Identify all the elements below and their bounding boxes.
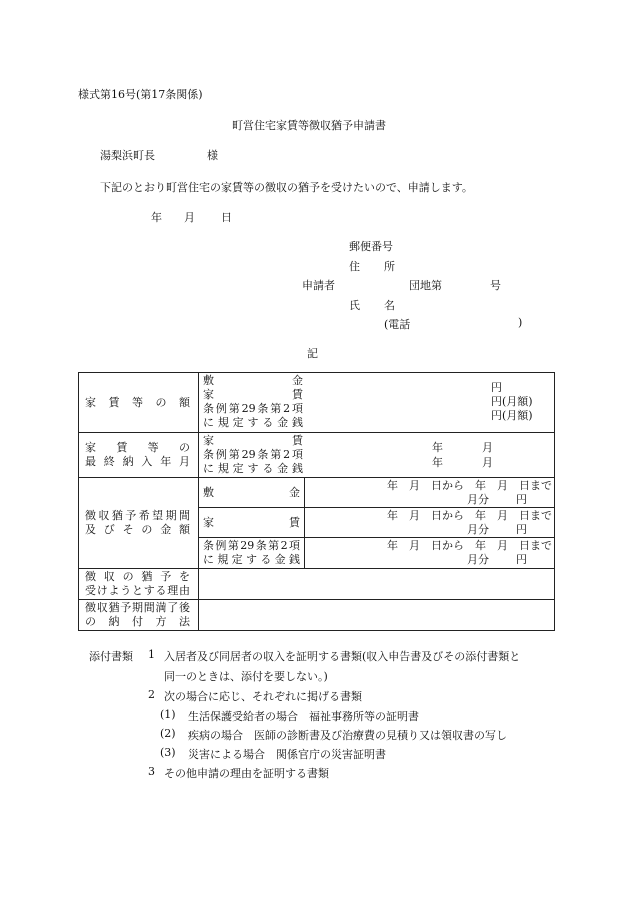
deferral-jorei-line2: に規定する金銭 — [203, 553, 300, 566]
row-rent-amount — [79, 373, 555, 433]
deferral-jorei-period: 年 月 日から 年 月 日まで — [387, 539, 552, 552]
deferral-yachin-amount-row — [309, 523, 552, 537]
date-month: 月 — [184, 211, 195, 224]
rent-amount-value-shikikin: 円 — [491, 381, 502, 394]
reason-header — [79, 569, 199, 600]
phone-close: ) — [518, 316, 523, 329]
attachment-sub2-text: 疾病の場合 医師の診断書及び治療費の見積り又は領収書の写し — [188, 729, 507, 742]
danchi-label: 団地第 — [409, 279, 442, 292]
payment-method-field[interactable] — [199, 600, 555, 631]
deferral-shikikin-period: 年 月 日から 年 月 日まで — [387, 478, 552, 492]
attachment-sub1-text: 生活保護受給者の場合 福祉事務所等の証明書 — [188, 710, 419, 723]
rent-amount-item-shikikin: 敷金 — [203, 374, 303, 387]
reason-header-line2: 受けようとする理由 — [85, 584, 190, 597]
rent-amount-value-jorei: 円(月額) — [491, 409, 533, 422]
last-payment-header — [79, 433, 199, 478]
last-payment-header-line2: 最終納入年月 — [85, 455, 190, 468]
date-day: 日 — [221, 211, 232, 224]
deferral-jorei-yen: 円 — [516, 553, 527, 566]
applicant-label: 申請者 — [302, 279, 335, 292]
attachment-1-line2: 同一のときは、添付を要しない。) — [164, 670, 328, 683]
attachment-sub2-num: (2) — [160, 727, 176, 740]
attachment-sub3-num: (3) — [160, 746, 176, 759]
deferral-jorei-value — [305, 538, 555, 569]
payment-method-header-line2: の納付方法 — [85, 615, 190, 628]
attachment-3-text: その他申請の理由を証明する書類 — [164, 767, 329, 780]
phone-open: (電話 — [384, 318, 411, 331]
attachment-sub3-text: 災害による場合 関係官庁の災害証明書 — [188, 748, 386, 761]
attachment-2-num: 2 — [148, 688, 155, 701]
attachment-sub1-num: (1) — [160, 708, 176, 721]
rent-amount-header: 家賃等の額 — [79, 373, 199, 433]
deferral-jorei-label — [199, 538, 305, 569]
address-label-2: 所 — [384, 260, 395, 273]
last-payment-month-2: 月 — [482, 456, 493, 469]
date-year: 年 — [151, 211, 162, 224]
deferral-yachin-month: 月分 — [467, 522, 489, 536]
deferral-jorei-amount-row — [309, 553, 552, 567]
deferral-shikikin-value — [305, 478, 555, 508]
deferral-shikikin-month: 月分 — [467, 492, 489, 506]
row-payment-method — [79, 600, 555, 631]
application-table — [78, 372, 555, 631]
deferral-jorei-month: 月分 — [467, 553, 489, 566]
addressee-name: 湯梨浜町長 — [100, 149, 155, 162]
attachments-label: 添付書類 — [89, 650, 133, 663]
deferral-header-line2: 及びその金額 — [85, 523, 190, 536]
row-reason — [79, 569, 555, 600]
deferral-yachin-period: 年 月 日から 年 月 日まで — [387, 508, 552, 522]
reason-field[interactable] — [199, 569, 555, 600]
postal-label: 郵便番号 — [349, 240, 393, 253]
last-payment-year-1: 年 — [432, 441, 443, 454]
row-deferral-shikikin — [79, 478, 555, 508]
last-payment-item-jorei: 条例第29条第2項 — [203, 448, 303, 461]
last-payment-header-line1: 家賃等の — [85, 441, 190, 454]
row-last-payment — [79, 433, 555, 478]
attachment-3-num: 3 — [148, 765, 155, 778]
deferral-yachin-value — [305, 508, 555, 538]
deferral-jorei-line1: 条例第29条第2項 — [203, 539, 300, 552]
name-label-2: 名 — [384, 299, 395, 312]
rent-amount-item-kinsen: に規定する金銭 — [203, 416, 303, 429]
last-payment-cell — [199, 433, 555, 478]
attachment-1-line1: 入居者及び同居者の収入を証明する書類(収入申告書及びその添付書類と — [164, 650, 521, 663]
reason-header-line1: 徴収の猶予を — [85, 570, 190, 583]
rent-amount-value-yachin: 円(月額) — [491, 395, 533, 408]
deferral-yachin-yen: 円 — [516, 522, 527, 536]
addressee-honorific: 様 — [207, 149, 218, 162]
name-label-1: 氏 — [349, 299, 360, 312]
payment-method-header-line1: 徴収猶予期間満了後 — [85, 601, 190, 614]
form-number: 様式第16号(第17条関係) — [78, 88, 203, 101]
deferral-header-line1: 徴収猶予希望期間 — [85, 509, 190, 522]
attachment-2-text: 次の場合に応じ、それぞれに掲げる書類 — [164, 690, 362, 703]
last-payment-month-1: 月 — [482, 441, 493, 454]
last-payment-item-kinsen: に規定する金銭 — [203, 462, 303, 475]
number-label: 号 — [490, 279, 501, 292]
address-label-1: 住 — [349, 260, 360, 273]
rent-amount-item-jorei: 条例第29条第2項 — [203, 402, 303, 415]
deferral-header — [79, 478, 199, 569]
attachment-1-num: 1 — [148, 648, 155, 661]
last-payment-item-yachin: 家賃 — [203, 434, 303, 447]
rent-amount-item-yachin: 家賃 — [203, 388, 303, 401]
intro-text: 下記のとおり町営住宅の家賃等の徴収の猶予を受けたいので、申請します。 — [100, 181, 473, 194]
deferral-shikikin-label: 敷金 — [199, 478, 305, 508]
payment-method-header — [79, 600, 199, 631]
deferral-shikikin-yen: 円 — [516, 492, 527, 506]
ki-label: 記 — [307, 347, 318, 360]
rent-amount-cell — [199, 373, 555, 433]
deferral-shikikin-amount-row — [309, 493, 552, 507]
page-title: 町営住宅家賃等徴収猶予申請書 — [232, 119, 386, 132]
last-payment-year-2: 年 — [432, 456, 443, 469]
deferral-yachin-label: 家賃 — [199, 508, 305, 538]
